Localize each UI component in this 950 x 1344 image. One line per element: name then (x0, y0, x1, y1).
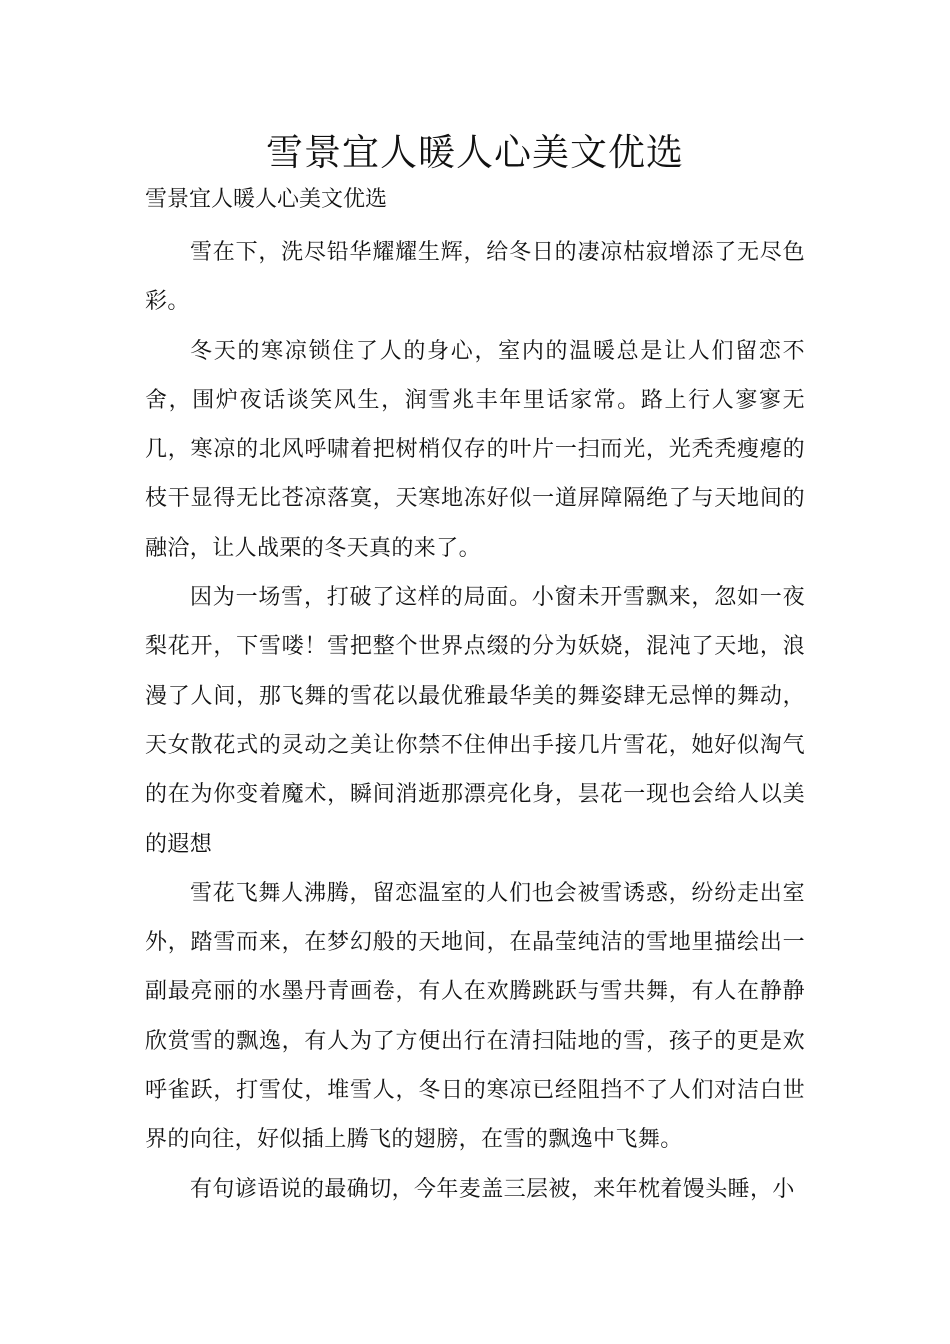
paragraph: 冬天的寒凉锁住了人的身心，室内的温暖总是让人们留恋不舍，围炉夜话谈笑风生，润雪兆丰年里话家常。路上行人寥寥无几，寒凉的北风呼啸着把树梢仅存的叶片一扫而光，光秃秃瘦瘪的枝干显得无比苍凉落寞，天寒地冻好似一道屏障隔绝了与天地间的融洽，让人战栗的冬天真的来了。 (145, 338, 805, 561)
paragraph: 雪在下，洗尽铅华耀耀生辉，给冬日的凄凉枯寂增添了无尽色彩。 (145, 240, 805, 315)
paragraph: 因为一场雪，打破了这样的局面。小窗未开雪飘来，忽如一夜梨花开，下雪喽！雪把整个世界点缀的分为妖娆，混沌了天地，浪漫了人间，那飞舞的雪花以最优雅最华美的舞姿肆无忌惮的舞动，天女散花式的灵动之美让你禁不住伸出手接几片雪花，她好似淘气的在为你变着魔术，瞬间消逝那漂亮化身，昙花一现也会给人以美的遐想 (145, 585, 805, 857)
document-subtitle: 雪景宜人暖人心美文优选 (145, 187, 388, 212)
document-title: 雪景宜人暖人心美文优选 (266, 131, 684, 174)
paragraph: 有句谚语说的最确切，今年麦盖三层被，来年枕着馒头睡，小 (190, 1176, 795, 1202)
document-body (145, 228, 805, 1214)
paragraph: 雪花飞舞人沸腾，留恋温室的人们也会被雪诱惑，纷纷走出室外，踏雪而来，在梦幻般的天地间，在晶莹纯洁的雪地里描绘出一副最亮丽的水墨丹青画卷，有人在欢腾跳跃与雪共舞，有人在静静欣赏雪的飘逸，有人为了方便出行在清扫陆地的雪，孩子的更是欢呼雀跃，打雪仗，堆雪人，冬日的寒凉已经阻挡不了人们对洁白世界的向往，好似插上腾飞的翅膀，在雪的飘逸中飞舞。 (145, 880, 805, 1153)
